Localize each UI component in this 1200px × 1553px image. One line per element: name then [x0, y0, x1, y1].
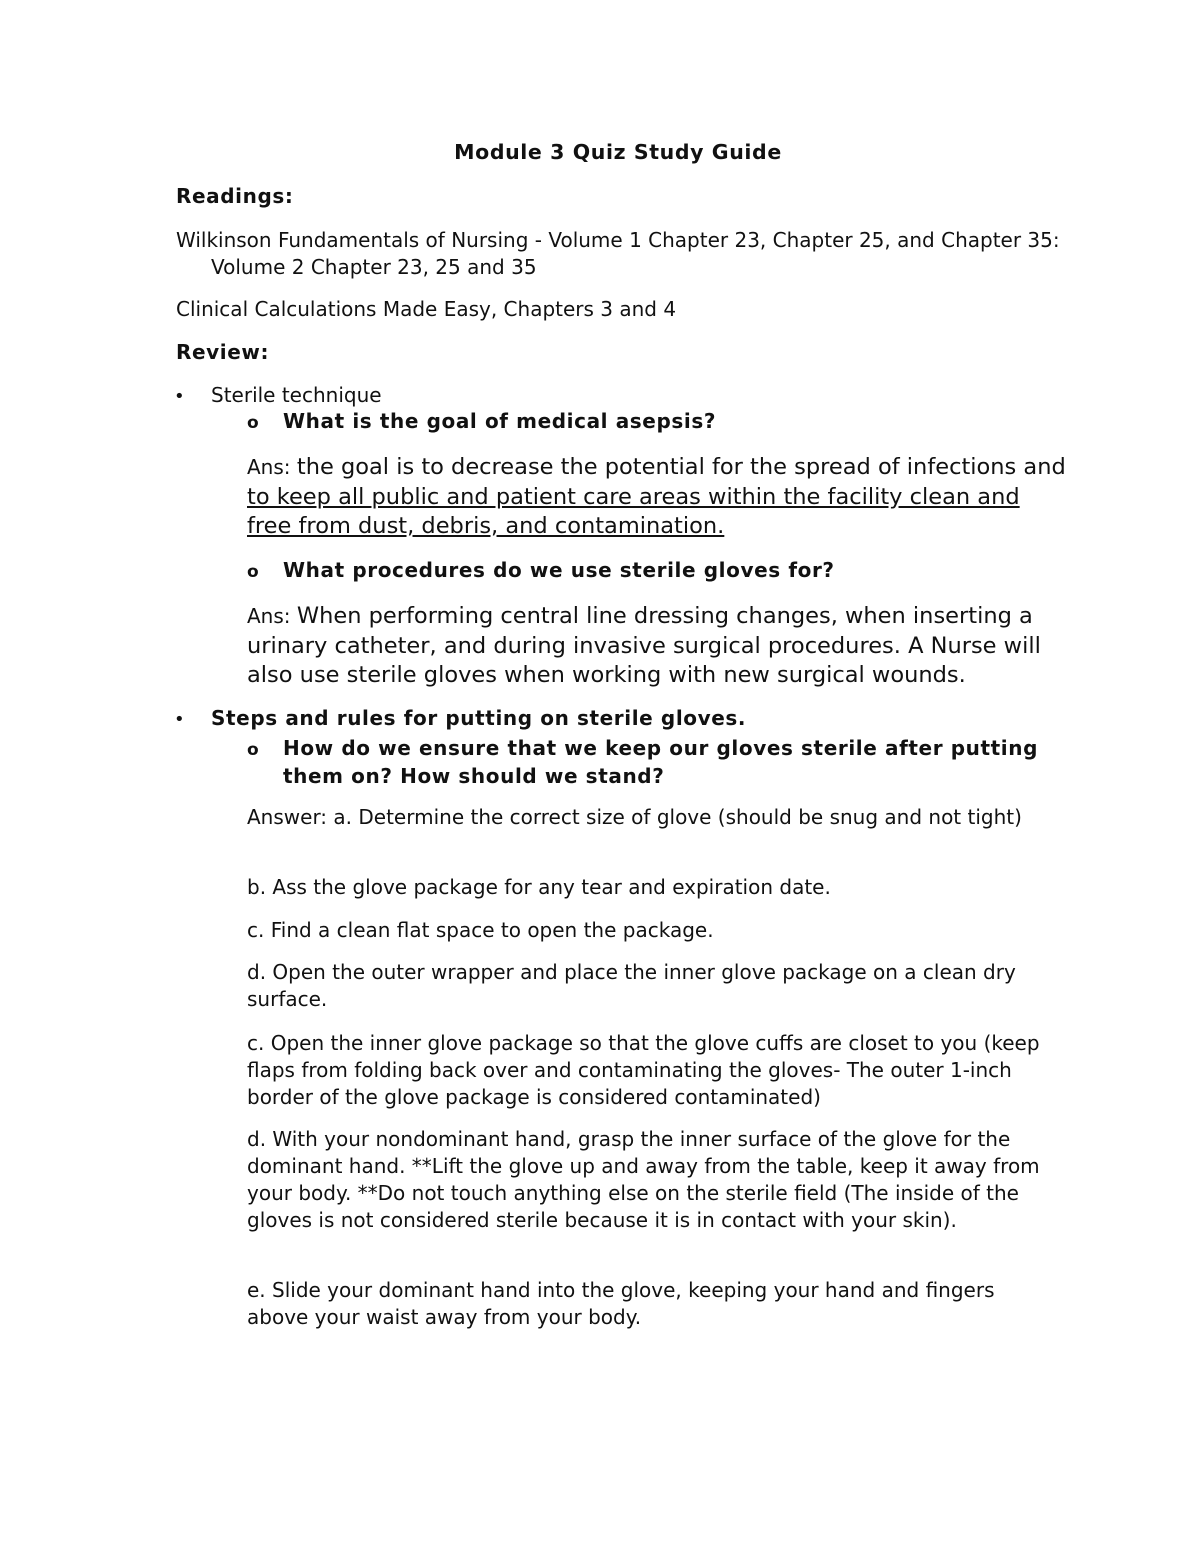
- bullet-icon: •: [174, 709, 185, 730]
- answer-text: When performing central line dressing changes, when inserting a urinary catheter, and during invasive surgical procedures. A Nurse will also use sterile gloves when working with new surgical wounds.: [247, 603, 1041, 688]
- answer-medical-asepsis: [247, 453, 1067, 542]
- step-c-find-space: c. Find a clean flat space to open the package.: [247, 918, 714, 942]
- bullet-text: Steps and rules for putting on sterile gloves.: [211, 706, 747, 730]
- step-d-outer-wrapper: d. Open the outer wrapper and place the inner glove package on a clean dry surface.: [247, 960, 1016, 1011]
- question-medical-asepsis: [247, 408, 1067, 437]
- bullet-steps-sterile-gloves: [174, 706, 746, 730]
- bullet-icon: •: [174, 386, 185, 407]
- question-sterile-gloves-procedures: [247, 557, 1067, 586]
- readings-heading: Readings:: [176, 184, 294, 208]
- reading-clinical-calculations: Clinical Calculations Made Easy, Chapters 3 and 4: [176, 297, 677, 321]
- bullet-text: Sterile technique: [211, 383, 382, 407]
- answer-text-part1: the goal is to decrease the potential for the spread of infections and: [296, 454, 1066, 480]
- sub-bullet-icon: o: [247, 740, 259, 760]
- step-e-slide-hand: e. Slide your dominant hand into the glove, keeping your hand and fingers above your waist away from your body.: [247, 1278, 995, 1329]
- step-d-nondominant-hand: d. With your nondominant hand, grasp the inner surface of the glove for the dominant hand. **Lift the glove up and away from the table, keep it away from your body. **Do not touch anything else on the sterile field (The inside of the gloves is not considered sterile because it is in contact with your skin).: [247, 1127, 1040, 1232]
- reading-wilkinson: Wilkinson Fundamentals of Nursing - Volume 1 Chapter 23, Chapter 25, and Chapter 35: Volume 2 Chapter 23, 25 and 35: [176, 228, 1060, 279]
- step-b: b. Ass the glove package for any tear and expiration date.: [247, 875, 831, 899]
- answer-label: Ans:: [247, 455, 291, 479]
- question-text: How do we ensure that we keep our gloves sterile after putting them on? How should we stand?: [283, 736, 1039, 788]
- question-text: What is the goal of medical asepsis?: [283, 409, 717, 433]
- review-heading: Review:: [176, 340, 270, 364]
- answer-label: Ans:: [247, 604, 291, 628]
- sub-bullet-icon: o: [247, 562, 259, 582]
- answer-text-underlined: to keep all public and patient care areas within the facility clean and free from dust, debris, and contamination.: [247, 483, 1020, 539]
- question-keep-gloves-sterile: [247, 734, 1067, 790]
- bullet-sterile-technique: [174, 383, 382, 407]
- question-text: What procedures do we use sterile gloves for?: [283, 558, 835, 582]
- sub-bullet-icon: o: [247, 413, 259, 433]
- page-title: Module 3 Quiz Study Guide: [454, 140, 782, 164]
- answer-sterile-gloves-procedures: [247, 602, 1067, 691]
- step-answer-a: Answer: a. Determine the correct size of glove (should be snug and not tight): [247, 805, 1022, 829]
- step-c-inner-package: c. Open the inner glove package so that the glove cuffs are closet to you (keep flaps from folding back over and contaminating the gloves- The outer 1-inch border of the glove package is considered contaminated): [247, 1031, 1040, 1109]
